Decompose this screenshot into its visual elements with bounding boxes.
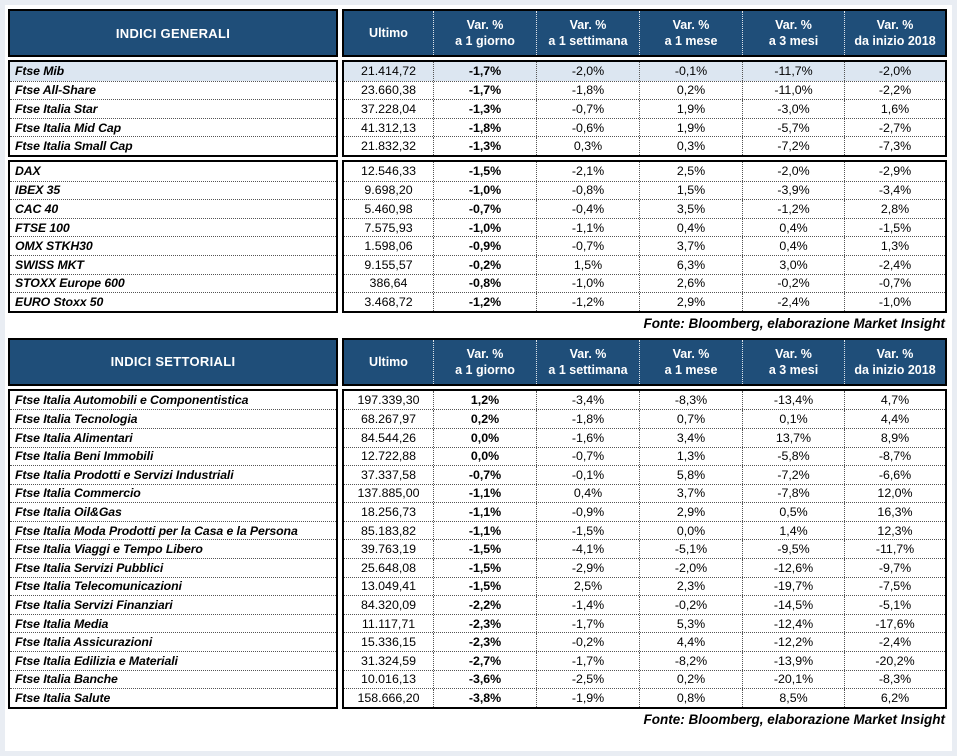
table-row <box>344 118 945 137</box>
table-row <box>344 577 945 596</box>
ultimo-cell: 13.049,41 <box>360 579 417 594</box>
var-1week-cell: -1,6% <box>536 429 639 447</box>
ultimo-cell: 10.016,13 <box>360 672 417 687</box>
ultimo-cell: 15.336,15 <box>360 635 417 650</box>
var-1day-cell: 0,0% <box>433 429 536 447</box>
var-3months-cell: 3,0% <box>742 256 844 274</box>
var-1month-cell: 0,8% <box>639 689 742 707</box>
var-3months-cell: -3,9% <box>742 182 844 200</box>
table-row <box>344 391 945 410</box>
var-1day-cell: -1,2% <box>433 293 536 311</box>
var-1day-cell: 0,0% <box>433 448 536 466</box>
var-1month-cell: 2,3% <box>639 578 742 596</box>
var-1month-cell: 1,9% <box>639 119 742 137</box>
table-header <box>8 338 947 386</box>
ultimo-cell: 68.267,97 <box>360 412 417 427</box>
col-header-line1: Var. % <box>775 18 812 32</box>
var-1day-cell: -1,5% <box>433 540 536 558</box>
table-row <box>344 484 945 503</box>
var-3months-cell: -11,0% <box>742 82 844 100</box>
var-3months-cell: -3,0% <box>742 100 844 118</box>
var-1day-cell: -1,0% <box>433 219 536 237</box>
var-1month-cell: 0,2% <box>639 82 742 100</box>
ultimo-cell: 39.763,19 <box>360 542 417 557</box>
col-header-var-ytd2018 <box>844 11 945 55</box>
var-1week-cell: -0,1% <box>536 466 639 484</box>
var-3months-cell: -13,9% <box>742 652 844 670</box>
var-3months-cell: -14,5% <box>742 596 844 614</box>
var-1day-cell: 1,2% <box>433 391 536 410</box>
sector-indices-group <box>8 389 947 709</box>
index-name-cell: Ftse Italia Media <box>10 614 336 633</box>
var-3months-cell: -20,1% <box>742 671 844 689</box>
index-name-cell: Ftse Italia Viaggi e Tempo Libero <box>10 539 336 558</box>
var-1day-cell: -0,8% <box>433 275 536 293</box>
col-header-var-1day <box>433 11 536 55</box>
var-1month-cell: 0,2% <box>639 671 742 689</box>
var-3months-cell: 0,4% <box>742 219 844 237</box>
index-name-cell: Ftse Italia Moda Prodotti per la Casa e la Persona <box>10 521 336 540</box>
var-1day-cell: -3,8% <box>433 689 536 707</box>
var-ytd2018-cell: 1,3% <box>844 237 945 255</box>
col-header-line2: a 1 mese <box>664 34 718 48</box>
ultimo-cell: 85.183,82 <box>360 523 417 538</box>
index-name-cell: Ftse Italia Commercio <box>10 484 336 503</box>
index-name-cell: Ftse Italia Telecomunicazioni <box>10 577 336 596</box>
index-name-cell: Ftse Italia Edilizia e Materiali <box>10 651 336 670</box>
table-row <box>344 162 945 181</box>
var-ytd2018-cell: 4,7% <box>844 391 945 410</box>
index-name-cell: CAC 40 <box>10 199 336 218</box>
col-header-line1: Var. % <box>876 18 914 32</box>
var-1month-cell: 2,9% <box>639 503 742 521</box>
index-name-cell: Ftse Italia Banche <box>10 670 336 689</box>
table-row <box>344 136 945 155</box>
var-1month-cell: 5,8% <box>639 466 742 484</box>
ultimo-cell: 7.575,93 <box>364 220 413 235</box>
ultimo-cell: 41.312,13 <box>360 120 417 135</box>
var-1day-cell: -2,3% <box>433 633 536 651</box>
ultimo-cell: 18.256,73 <box>360 505 417 520</box>
var-1month-cell: 2,9% <box>639 293 742 311</box>
col-header-line2: da inizio 2018 <box>854 34 936 48</box>
international-indices-group <box>8 160 947 313</box>
var-1month-cell: 1,9% <box>639 100 742 118</box>
source-note: Fonte: Bloomberg, elaborazione Market Insight <box>643 315 945 331</box>
col-header-label: Ultimo <box>369 354 408 369</box>
var-3months-cell: -7,8% <box>742 485 844 503</box>
table-row <box>344 236 945 255</box>
var-1month-cell: 1,3% <box>639 448 742 466</box>
ultimo-cell: 1.598,06 <box>364 239 413 254</box>
var-ytd2018-cell: -20,2% <box>844 652 945 670</box>
var-1month-cell: 4,4% <box>639 633 742 651</box>
var-1week-cell: -2,0% <box>536 62 639 81</box>
var-1week-cell: -2,5% <box>536 671 639 689</box>
index-name-cell: FTSE 100 <box>10 218 336 237</box>
var-1week-cell: -0,6% <box>536 119 639 137</box>
ultimo-cell: 9.698,20 <box>364 183 413 198</box>
col-header-line1: Var. % <box>775 346 812 361</box>
col-header-line2: a 3 mesi <box>768 362 819 377</box>
table-title: INDICI SETTORIALI <box>8 338 338 386</box>
table-row <box>344 614 945 633</box>
general-indices-table <box>8 9 947 334</box>
var-1month-cell: -8,2% <box>639 652 742 670</box>
index-name-cell: Ftse Mib <box>10 62 336 81</box>
index-name-cell: IBEX 35 <box>10 181 336 200</box>
var-1day-cell: -1,3% <box>433 137 536 155</box>
ultimo-cell: 197.339,30 <box>357 393 420 408</box>
col-header-line2: a 1 settimana <box>548 34 628 48</box>
index-name-cell: Ftse Italia Star <box>10 99 336 118</box>
ultimo-cell: 21.832,32 <box>360 139 417 154</box>
col-header-var-1week <box>536 340 639 384</box>
index-name-cell: EURO Stoxx 50 <box>10 292 336 311</box>
table-row <box>344 292 945 311</box>
var-1day-cell: -1,0% <box>433 182 536 200</box>
var-3months-cell: -1,2% <box>742 200 844 218</box>
index-name-cell: Ftse Italia Tecnologia <box>10 409 336 428</box>
ultimo-cell: 84.320,09 <box>360 598 417 613</box>
var-ytd2018-cell: 6,2% <box>844 689 945 707</box>
var-1month-cell: 0,0% <box>639 522 742 540</box>
index-name-cell: Ftse Italia Assicurazioni <box>10 632 336 651</box>
var-ytd2018-cell: 4,4% <box>844 410 945 428</box>
var-3months-cell: -5,7% <box>742 119 844 137</box>
col-header-line1: Var. % <box>672 346 710 361</box>
var-3months-cell: -2,0% <box>742 162 844 181</box>
var-1week-cell: -1,9% <box>536 689 639 707</box>
var-1day-cell: -0,9% <box>433 237 536 255</box>
index-name-cell: STOXX Europe 600 <box>10 274 336 293</box>
var-1week-cell: -4,1% <box>536 540 639 558</box>
ultimo-cell: 9.155,57 <box>364 257 413 272</box>
table-row <box>344 539 945 558</box>
col-header-line2: a 3 mesi <box>768 34 819 48</box>
col-header-var-3months <box>742 340 844 384</box>
var-1day-cell: -1,7% <box>433 62 536 81</box>
col-header-label: Ultimo <box>369 26 408 40</box>
var-ytd2018-cell: -2,0% <box>844 62 945 81</box>
var-3months-cell: 1,4% <box>742 522 844 540</box>
ultimo-cell: 3.468,72 <box>364 294 413 309</box>
var-1day-cell: -1,1% <box>433 522 536 540</box>
var-1month-cell: -2,0% <box>639 559 742 577</box>
ultimo-cell: 25.648,08 <box>360 560 417 575</box>
ultimo-cell: 386,64 <box>369 276 408 291</box>
var-1week-cell: -1,7% <box>536 652 639 670</box>
index-name-cell: Ftse Italia Servizi Finanziari <box>10 595 336 614</box>
col-header-ultimo <box>344 11 433 55</box>
var-3months-cell: -0,2% <box>742 275 844 293</box>
table-row <box>344 409 945 428</box>
var-1month-cell: 3,5% <box>639 200 742 218</box>
col-header-var-1week <box>536 11 639 55</box>
var-1month-cell: 1,5% <box>639 182 742 200</box>
table-row <box>344 199 945 218</box>
var-1week-cell: -0,9% <box>536 503 639 521</box>
col-header-var-3months <box>742 11 844 55</box>
var-ytd2018-cell: -7,3% <box>844 137 945 155</box>
var-1day-cell: -0,2% <box>433 256 536 274</box>
var-ytd2018-cell: -7,5% <box>844 578 945 596</box>
var-3months-cell: -7,2% <box>742 466 844 484</box>
var-ytd2018-cell: -2,4% <box>844 633 945 651</box>
table-row <box>344 502 945 521</box>
index-name-cell: SWISS MKT <box>10 255 336 274</box>
col-header-line2: a 1 mese <box>664 362 718 377</box>
var-1week-cell: -1,2% <box>536 293 639 311</box>
col-header-line1: Var. % <box>569 18 607 32</box>
var-1month-cell: 0,3% <box>639 137 742 155</box>
var-ytd2018-cell: 12,0% <box>844 485 945 503</box>
table-row <box>344 255 945 274</box>
var-3months-cell: -12,4% <box>742 615 844 633</box>
var-1week-cell: -1,0% <box>536 275 639 293</box>
var-ytd2018-cell: 16,3% <box>844 503 945 521</box>
table-row <box>344 99 945 118</box>
source-note: Fonte: Bloomberg, elaborazione Market Insight <box>643 711 945 727</box>
var-ytd2018-cell: -2,2% <box>844 82 945 100</box>
index-name-cell: Ftse Italia Oil&Gas <box>10 502 336 521</box>
index-name-cell: OMX STKH30 <box>10 236 336 255</box>
var-1week-cell: 0,3% <box>536 137 639 155</box>
column-headers <box>342 9 947 57</box>
ultimo-cell: 137.885,00 <box>357 486 420 501</box>
var-1day-cell: -1,1% <box>433 503 536 521</box>
var-1month-cell: 0,4% <box>639 219 742 237</box>
var-1week-cell: -0,7% <box>536 100 639 118</box>
var-1month-cell: 5,3% <box>639 615 742 633</box>
var-ytd2018-cell: -11,7% <box>844 540 945 558</box>
table-row <box>344 558 945 577</box>
ultimo-cell: 12.546,33 <box>360 164 417 179</box>
var-1week-cell: -3,4% <box>536 391 639 410</box>
var-3months-cell: 13,7% <box>742 429 844 447</box>
var-ytd2018-cell: -8,7% <box>844 448 945 466</box>
var-ytd2018-cell: -0,7% <box>844 275 945 293</box>
col-header-line1: Var. % <box>672 18 710 32</box>
var-1week-cell: -0,7% <box>536 448 639 466</box>
var-ytd2018-cell: -2,9% <box>844 162 945 181</box>
var-1day-cell: -1,3% <box>433 100 536 118</box>
var-1day-cell: -1,8% <box>433 119 536 137</box>
var-1day-cell: -1,1% <box>433 485 536 503</box>
var-1month-cell: 3,4% <box>639 429 742 447</box>
column-headers <box>342 338 947 386</box>
var-ytd2018-cell: -8,3% <box>844 671 945 689</box>
var-1week-cell: -0,8% <box>536 182 639 200</box>
var-ytd2018-cell: -2,4% <box>844 256 945 274</box>
var-1week-cell: -1,8% <box>536 410 639 428</box>
var-1month-cell: -0,1% <box>639 62 742 81</box>
var-3months-cell: -12,2% <box>742 633 844 651</box>
table-header <box>8 9 947 57</box>
var-ytd2018-cell: 1,6% <box>844 100 945 118</box>
table-title: INDICI GENERALI <box>8 9 338 57</box>
ultimo-cell: 84.544,26 <box>360 430 417 445</box>
var-1day-cell: -1,5% <box>433 559 536 577</box>
col-header-line2: a 1 giorno <box>455 362 515 377</box>
var-1month-cell: 2,6% <box>639 275 742 293</box>
var-1month-cell: 2,5% <box>639 162 742 181</box>
table-row <box>344 181 945 200</box>
var-1month-cell: 3,7% <box>639 485 742 503</box>
table-row <box>344 465 945 484</box>
ultimo-cell: 37.228,04 <box>360 101 417 116</box>
index-name-cell: Ftse Italia Beni Immobili <box>10 447 336 466</box>
var-1week-cell: -0,7% <box>536 237 639 255</box>
table-row <box>344 651 945 670</box>
var-3months-cell: -7,2% <box>742 137 844 155</box>
var-1month-cell: 0,7% <box>639 410 742 428</box>
ultimo-cell: 5.460,98 <box>364 201 413 216</box>
col-header-line1: Var. % <box>569 346 607 361</box>
var-ytd2018-cell: 12,3% <box>844 522 945 540</box>
var-1month-cell: -8,3% <box>639 391 742 410</box>
col-header-var-1day <box>433 340 536 384</box>
ultimo-cell: 31.324,59 <box>360 653 417 668</box>
italian-indices-group <box>8 60 947 157</box>
var-1month-cell: 6,3% <box>639 256 742 274</box>
index-name-cell: Ftse All-Share <box>10 81 336 100</box>
ultimo-cell: 11.117,71 <box>361 616 416 631</box>
index-name-cell: Ftse Italia Mid Cap <box>10 118 336 137</box>
table-row <box>344 447 945 466</box>
var-1month-cell: -5,1% <box>639 540 742 558</box>
var-ytd2018-cell: -2,7% <box>844 119 945 137</box>
var-1week-cell: -1,1% <box>536 219 639 237</box>
var-3months-cell: -5,8% <box>742 448 844 466</box>
var-1week-cell: -0,2% <box>536 633 639 651</box>
ultimo-cell: 158.666,20 <box>357 691 420 706</box>
table-row <box>344 670 945 689</box>
col-header-var-ytd2018 <box>844 340 945 384</box>
var-3months-cell: 0,4% <box>742 237 844 255</box>
table-row <box>344 688 945 707</box>
var-3months-cell: -13,4% <box>742 391 844 410</box>
var-3months-cell: -19,7% <box>742 578 844 596</box>
var-3months-cell: 0,1% <box>742 410 844 428</box>
col-header-line2: a 1 settimana <box>548 362 628 377</box>
var-1month-cell: -0,2% <box>639 596 742 614</box>
index-name-cell: Ftse Italia Small Cap <box>10 136 336 155</box>
var-1week-cell: -0,4% <box>536 200 639 218</box>
var-1week-cell: -2,9% <box>536 559 639 577</box>
var-ytd2018-cell: -5,1% <box>844 596 945 614</box>
ultimo-cell: 37.337,58 <box>360 467 417 482</box>
col-header-var-1month <box>639 11 742 55</box>
col-header-var-1month <box>639 340 742 384</box>
var-1week-cell: 2,5% <box>536 578 639 596</box>
var-1day-cell: -2,2% <box>433 596 536 614</box>
col-header-line1: Var. % <box>466 346 504 361</box>
var-1week-cell: -1,5% <box>536 522 639 540</box>
var-ytd2018-cell: -1,0% <box>844 293 945 311</box>
var-1day-cell: -3,6% <box>433 671 536 689</box>
col-header-line2: a 1 giorno <box>455 34 515 48</box>
var-1week-cell: -2,1% <box>536 162 639 181</box>
col-header-ultimo <box>344 340 433 384</box>
var-ytd2018-cell: -1,5% <box>844 219 945 237</box>
table-row <box>344 81 945 100</box>
var-3months-cell: -11,7% <box>742 62 844 81</box>
var-ytd2018-cell: -17,6% <box>844 615 945 633</box>
var-1day-cell: -2,3% <box>433 615 536 633</box>
var-3months-cell: -12,6% <box>742 559 844 577</box>
var-ytd2018-cell: 2,8% <box>844 200 945 218</box>
var-1day-cell: -2,7% <box>433 652 536 670</box>
var-1day-cell: -0,7% <box>433 466 536 484</box>
var-1day-cell: -1,7% <box>433 82 536 100</box>
var-ytd2018-cell: -6,6% <box>844 466 945 484</box>
ultimo-cell: 12.722,88 <box>360 449 417 464</box>
var-3months-cell: -9,5% <box>742 540 844 558</box>
index-name-cell: Ftse Italia Prodotti e Servizi Industriali <box>10 465 336 484</box>
table-row <box>344 595 945 614</box>
var-3months-cell: 0,5% <box>742 503 844 521</box>
var-1month-cell: 3,7% <box>639 237 742 255</box>
col-header-line2: da inizio 2018 <box>854 362 936 377</box>
table-row <box>344 62 945 81</box>
index-name-cell: DAX <box>15 164 41 179</box>
var-1week-cell: -1,8% <box>536 82 639 100</box>
var-1day-cell: -1,5% <box>433 578 536 596</box>
col-header-line1: Var. % <box>876 346 914 361</box>
var-1day-cell: -1,5% <box>433 162 536 181</box>
var-ytd2018-cell: -9,7% <box>844 559 945 577</box>
var-1week-cell: 0,4% <box>536 485 639 503</box>
table-row <box>344 274 945 293</box>
table-row <box>344 218 945 237</box>
var-ytd2018-cell: -3,4% <box>844 182 945 200</box>
var-1week-cell: -1,4% <box>536 596 639 614</box>
table-row <box>344 428 945 447</box>
index-name-cell: Ftse Italia Servizi Pubblici <box>10 558 336 577</box>
index-name-cell: Ftse Italia Alimentari <box>10 428 336 447</box>
var-3months-cell: -2,4% <box>742 293 844 311</box>
var-3months-cell: 8,5% <box>742 689 844 707</box>
index-name-cell: Ftse Italia Salute <box>10 688 336 707</box>
ultimo-cell: 21.414,72 <box>360 64 417 79</box>
var-1week-cell: 1,5% <box>536 256 639 274</box>
table-row <box>344 521 945 540</box>
ultimo-cell: 23.660,38 <box>360 83 417 98</box>
sector-indices-table <box>8 338 947 730</box>
var-ytd2018-cell: 8,9% <box>844 429 945 447</box>
index-name-cell: Ftse Italia Automobili e Componentistica <box>15 393 249 408</box>
var-1day-cell: 0,2% <box>433 410 536 428</box>
var-1day-cell: -0,7% <box>433 200 536 218</box>
var-1week-cell: -1,7% <box>536 615 639 633</box>
col-header-line1: Var. % <box>466 18 504 32</box>
table-row <box>344 632 945 651</box>
